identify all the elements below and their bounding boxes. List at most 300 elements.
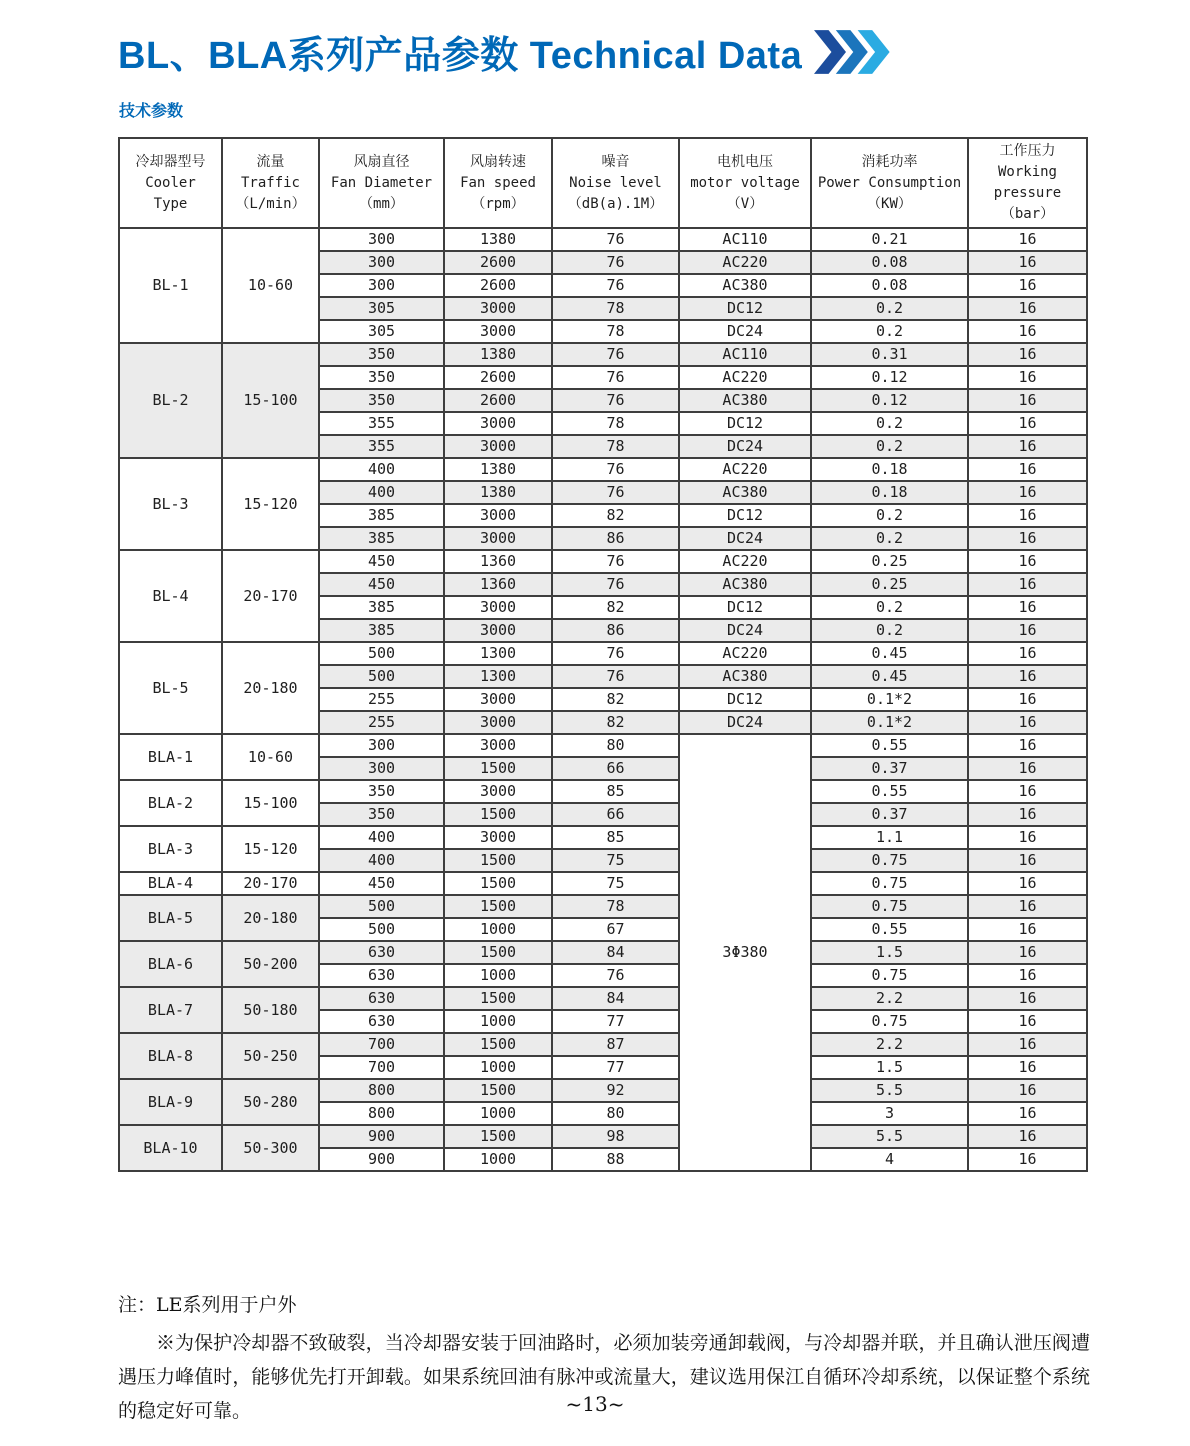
noise-level-cell: 76 xyxy=(552,343,679,366)
working-pressure-cell: 16 xyxy=(968,573,1087,596)
column-header-line: （L/min） xyxy=(235,195,306,212)
traffic-cell: 50-180 xyxy=(222,987,319,1033)
motor-voltage-merged-cell: 3Φ380 xyxy=(679,734,811,1171)
fan-diameter-cell: 450 xyxy=(319,872,444,895)
motor-voltage-cell: DC24 xyxy=(679,619,811,642)
working-pressure-cell: 16 xyxy=(968,596,1087,619)
column-header-line: Power Consumption xyxy=(817,174,962,191)
noise-level-cell: 86 xyxy=(552,527,679,550)
column-header-line: （KW） xyxy=(867,195,912,212)
noise-level-cell: 76 xyxy=(552,251,679,274)
noise-level-cell: 82 xyxy=(552,711,679,734)
cooler-type-cell: BL-4 xyxy=(119,550,222,642)
power-consumption-cell: 0.2 xyxy=(811,527,968,550)
fan-diameter-cell: 400 xyxy=(319,458,444,481)
working-pressure-cell: 16 xyxy=(968,1102,1087,1125)
power-consumption-cell: 0.75 xyxy=(811,895,968,918)
noise-level-cell: 78 xyxy=(552,320,679,343)
noise-level-cell: 98 xyxy=(552,1125,679,1148)
table-row xyxy=(119,550,1087,573)
fan-diameter-cell: 630 xyxy=(319,987,444,1010)
column-header-line: 冷却器型号 xyxy=(135,153,206,170)
noise-level-cell: 85 xyxy=(552,780,679,803)
fan-diameter-cell: 400 xyxy=(319,826,444,849)
working-pressure-cell: 16 xyxy=(968,1033,1087,1056)
noise-level-cell: 80 xyxy=(552,1102,679,1125)
fan-speed-cell: 3000 xyxy=(444,734,552,757)
noise-level-cell: 78 xyxy=(552,435,679,458)
power-consumption-cell: 0.75 xyxy=(811,964,968,987)
column-header-line: 工作压力 xyxy=(999,143,1056,159)
power-consumption-cell: 0.37 xyxy=(811,803,968,826)
fan-speed-cell: 1500 xyxy=(444,987,552,1010)
fan-diameter-cell: 255 xyxy=(319,711,444,734)
working-pressure-cell: 16 xyxy=(968,228,1087,251)
table-header-row xyxy=(119,138,1087,228)
motor-voltage-cell: DC24 xyxy=(679,435,811,458)
fan-diameter-cell: 300 xyxy=(319,734,444,757)
motor-voltage-cell: AC380 xyxy=(679,389,811,412)
power-consumption-cell: 0.18 xyxy=(811,481,968,504)
noise-level-cell: 84 xyxy=(552,987,679,1010)
fan-diameter-cell: 800 xyxy=(319,1102,444,1125)
fan-speed-cell: 2600 xyxy=(444,274,552,297)
fan-diameter-cell: 350 xyxy=(319,366,444,389)
table-row xyxy=(119,228,1087,251)
noise-level-cell: 76 xyxy=(552,665,679,688)
fan-diameter-cell: 300 xyxy=(319,274,444,297)
fan-speed-cell: 3000 xyxy=(444,688,552,711)
fan-speed-cell: 1500 xyxy=(444,941,552,964)
motor-voltage-cell: AC220 xyxy=(679,251,811,274)
cooler-type-cell: BL-5 xyxy=(119,642,222,734)
noise-level-cell: 78 xyxy=(552,895,679,918)
page-title-text: BL、BLA系列产品参数 Technical Data xyxy=(118,35,803,77)
fan-speed-cell: 1000 xyxy=(444,1148,552,1171)
page-title xyxy=(118,24,894,79)
power-consumption-cell: 0.18 xyxy=(811,458,968,481)
noise-level-cell: 78 xyxy=(552,297,679,320)
fan-speed-cell: 1360 xyxy=(444,550,552,573)
fan-diameter-cell: 255 xyxy=(319,688,444,711)
fan-diameter-cell: 400 xyxy=(319,481,444,504)
noise-level-cell: 84 xyxy=(552,941,679,964)
fan-diameter-cell: 300 xyxy=(319,251,444,274)
motor-voltage-cell: AC380 xyxy=(679,665,811,688)
fan-diameter-cell: 400 xyxy=(319,849,444,872)
power-consumption-cell: 0.45 xyxy=(811,642,968,665)
motor-voltage-cell: AC110 xyxy=(679,343,811,366)
power-consumption-cell: 0.2 xyxy=(811,412,968,435)
column-header-line: （dB(a).1M） xyxy=(567,195,664,212)
motor-voltage-cell: DC24 xyxy=(679,527,811,550)
noise-level-cell: 76 xyxy=(552,274,679,297)
power-consumption-cell: 1.5 xyxy=(811,1056,968,1079)
fan-speed-cell: 2600 xyxy=(444,389,552,412)
motor-voltage-cell: AC380 xyxy=(679,274,811,297)
power-consumption-cell: 0.37 xyxy=(811,757,968,780)
noise-level-cell: 76 xyxy=(552,228,679,251)
power-consumption-cell: 0.75 xyxy=(811,1010,968,1033)
power-consumption-cell: 0.12 xyxy=(811,389,968,412)
power-consumption-cell: 1.1 xyxy=(811,826,968,849)
noise-level-cell: 77 xyxy=(552,1010,679,1033)
cooler-type-cell: BLA-9 xyxy=(119,1079,222,1125)
fan-diameter-cell: 385 xyxy=(319,504,444,527)
noise-level-cell: 92 xyxy=(552,1079,679,1102)
traffic-cell: 20-170 xyxy=(222,550,319,642)
noise-level-cell: 66 xyxy=(552,757,679,780)
motor-voltage-cell: AC220 xyxy=(679,366,811,389)
note-text: 注：LE系列用于户外 xyxy=(118,1294,297,1316)
triple-chevron-icon xyxy=(814,30,894,74)
fan-diameter-cell: 350 xyxy=(319,343,444,366)
power-consumption-cell: 2.2 xyxy=(811,987,968,1010)
table-row xyxy=(119,780,1087,803)
fan-diameter-cell: 630 xyxy=(319,1010,444,1033)
noise-level-cell: 66 xyxy=(552,803,679,826)
working-pressure-cell: 16 xyxy=(968,458,1087,481)
fan-diameter-cell: 500 xyxy=(319,642,444,665)
cooler-type-cell: BLA-2 xyxy=(119,780,222,826)
fan-diameter-cell: 700 xyxy=(319,1056,444,1079)
column-header xyxy=(552,138,679,228)
working-pressure-cell: 16 xyxy=(968,964,1087,987)
footnote-text: ※为保护冷却器不致破裂，当冷却器安装于回油路时，必须加装旁通卸载阀，与冷却器并联，并且确认泄压阀遭遇压力峰值时，能够优先打开卸载。如果系统回油有脉冲或流量大，建议选用保江自循环冷却系统，以保证整个系统的稳定好可靠。 xyxy=(118,1332,1090,1422)
fan-diameter-cell: 900 xyxy=(319,1125,444,1148)
fan-diameter-cell: 500 xyxy=(319,665,444,688)
fan-diameter-cell: 300 xyxy=(319,228,444,251)
working-pressure-cell: 16 xyxy=(968,274,1087,297)
column-header-line: Traffic xyxy=(240,174,300,191)
fan-speed-cell: 1500 xyxy=(444,803,552,826)
fan-speed-cell: 3000 xyxy=(444,711,552,734)
table-row xyxy=(119,1079,1087,1102)
working-pressure-cell: 16 xyxy=(968,872,1087,895)
fan-diameter-cell: 300 xyxy=(319,757,444,780)
column-header-line: Fan Diameter xyxy=(330,174,433,191)
fan-speed-cell: 3000 xyxy=(444,320,552,343)
column-header-line: Cooler xyxy=(145,174,196,191)
power-consumption-cell: 0.2 xyxy=(811,435,968,458)
power-consumption-cell: 5.5 xyxy=(811,1079,968,1102)
fan-speed-cell: 3000 xyxy=(444,596,552,619)
traffic-cell: 20-180 xyxy=(222,642,319,734)
noise-level-cell: 86 xyxy=(552,619,679,642)
traffic-cell: 20-170 xyxy=(222,872,319,895)
fan-speed-cell: 2600 xyxy=(444,366,552,389)
motor-voltage-cell: DC12 xyxy=(679,596,811,619)
noise-level-cell: 78 xyxy=(552,412,679,435)
table-header xyxy=(119,138,1087,228)
fan-diameter-cell: 385 xyxy=(319,596,444,619)
working-pressure-cell: 16 xyxy=(968,251,1087,274)
power-consumption-cell: 0.45 xyxy=(811,665,968,688)
power-consumption-cell: 0.2 xyxy=(811,320,968,343)
power-consumption-cell: 0.25 xyxy=(811,550,968,573)
column-header-line: （rpm） xyxy=(471,195,525,212)
table-row xyxy=(119,1033,1087,1056)
working-pressure-cell: 16 xyxy=(968,527,1087,550)
fan-diameter-cell: 800 xyxy=(319,1079,444,1102)
motor-voltage-cell: AC380 xyxy=(679,573,811,596)
fan-diameter-cell: 385 xyxy=(319,527,444,550)
table-row xyxy=(119,826,1087,849)
working-pressure-cell: 16 xyxy=(968,849,1087,872)
table-row xyxy=(119,987,1087,1010)
power-consumption-cell: 0.55 xyxy=(811,780,968,803)
table-row xyxy=(119,941,1087,964)
traffic-cell: 20-180 xyxy=(222,895,319,941)
cooler-type-cell: BLA-8 xyxy=(119,1033,222,1079)
working-pressure-cell: 16 xyxy=(968,481,1087,504)
fan-speed-cell: 1500 xyxy=(444,757,552,780)
noise-level-cell: 76 xyxy=(552,550,679,573)
traffic-cell: 50-300 xyxy=(222,1125,319,1171)
fan-diameter-cell: 450 xyxy=(319,550,444,573)
motor-voltage-cell: DC12 xyxy=(679,504,811,527)
table-row xyxy=(119,734,1087,757)
fan-diameter-cell: 630 xyxy=(319,941,444,964)
power-consumption-cell: 0.31 xyxy=(811,343,968,366)
working-pressure-cell: 16 xyxy=(968,757,1087,780)
working-pressure-cell: 16 xyxy=(968,1056,1087,1079)
column-header-line: pressure xyxy=(993,185,1062,201)
noise-level-cell: 76 xyxy=(552,642,679,665)
fan-diameter-cell: 305 xyxy=(319,320,444,343)
working-pressure-cell: 16 xyxy=(968,619,1087,642)
fan-diameter-cell: 350 xyxy=(319,389,444,412)
noise-level-cell: 77 xyxy=(552,1056,679,1079)
power-consumption-cell: 0.12 xyxy=(811,366,968,389)
fan-diameter-cell: 900 xyxy=(319,1148,444,1171)
motor-voltage-cell: DC12 xyxy=(679,412,811,435)
power-consumption-cell: 4 xyxy=(811,1148,968,1171)
table-row xyxy=(119,343,1087,366)
fan-diameter-cell: 700 xyxy=(319,1033,444,1056)
fan-speed-cell: 1300 xyxy=(444,642,552,665)
power-consumption-cell: 5.5 xyxy=(811,1125,968,1148)
traffic-cell: 15-120 xyxy=(222,458,319,550)
fan-diameter-cell: 350 xyxy=(319,780,444,803)
cooler-type-cell: BL-2 xyxy=(119,343,222,458)
power-consumption-cell: 0.25 xyxy=(811,573,968,596)
working-pressure-cell: 16 xyxy=(968,803,1087,826)
motor-voltage-cell: DC12 xyxy=(679,297,811,320)
column-header-line: （V） xyxy=(726,195,764,212)
power-consumption-cell: 0.75 xyxy=(811,872,968,895)
working-pressure-cell: 16 xyxy=(968,366,1087,389)
fan-speed-cell: 1000 xyxy=(444,964,552,987)
column-header-line: 消耗功率 xyxy=(861,153,918,170)
traffic-cell: 50-200 xyxy=(222,941,319,987)
power-consumption-cell: 0.55 xyxy=(811,918,968,941)
working-pressure-cell: 16 xyxy=(968,826,1087,849)
table-row xyxy=(119,895,1087,918)
cooler-type-cell: BLA-6 xyxy=(119,941,222,987)
column-header xyxy=(811,138,968,228)
noise-level-cell: 82 xyxy=(552,596,679,619)
fan-speed-cell: 3000 xyxy=(444,504,552,527)
column-header-line: （mm） xyxy=(359,195,404,212)
fan-diameter-cell: 305 xyxy=(319,297,444,320)
fan-diameter-cell: 630 xyxy=(319,964,444,987)
noise-level-cell: 80 xyxy=(552,734,679,757)
fan-diameter-cell: 385 xyxy=(319,619,444,642)
column-header xyxy=(679,138,811,228)
cooler-type-cell: BL-3 xyxy=(119,458,222,550)
fan-speed-cell: 3000 xyxy=(444,435,552,458)
fan-speed-cell: 3000 xyxy=(444,527,552,550)
noise-level-cell: 76 xyxy=(552,389,679,412)
working-pressure-cell: 16 xyxy=(968,895,1087,918)
traffic-cell: 50-250 xyxy=(222,1033,319,1079)
column-header-line: 风扇转速 xyxy=(470,153,526,170)
working-pressure-cell: 16 xyxy=(968,688,1087,711)
cooler-type-cell: BL-1 xyxy=(119,228,222,343)
working-pressure-cell: 16 xyxy=(968,1010,1087,1033)
fan-diameter-cell: 355 xyxy=(319,412,444,435)
noise-level-cell: 87 xyxy=(552,1033,679,1056)
traffic-cell: 15-120 xyxy=(222,826,319,872)
fan-speed-cell: 1300 xyxy=(444,665,552,688)
fan-speed-cell: 1500 xyxy=(444,895,552,918)
noise-level-cell: 76 xyxy=(552,366,679,389)
motor-voltage-cell: AC220 xyxy=(679,642,811,665)
power-consumption-cell: 0.75 xyxy=(811,849,968,872)
fan-speed-cell: 1380 xyxy=(444,458,552,481)
traffic-cell: 10-60 xyxy=(222,228,319,343)
working-pressure-cell: 16 xyxy=(968,435,1087,458)
power-consumption-cell: 2.2 xyxy=(811,1033,968,1056)
noise-level-cell: 82 xyxy=(552,688,679,711)
cooler-type-cell: BLA-5 xyxy=(119,895,222,941)
column-header-line: Working xyxy=(997,164,1057,180)
column-header-line: （bar） xyxy=(1000,206,1055,222)
working-pressure-cell: 16 xyxy=(968,1148,1087,1171)
working-pressure-cell: 16 xyxy=(968,550,1087,573)
table-row xyxy=(119,872,1087,895)
column-header-line: 噪音 xyxy=(601,153,630,170)
column-header xyxy=(968,138,1087,228)
power-consumption-cell: 0.21 xyxy=(811,228,968,251)
motor-voltage-cell: AC110 xyxy=(679,228,811,251)
page-number: ~13~ xyxy=(565,1392,625,1416)
noise-level-cell: 88 xyxy=(552,1148,679,1171)
power-consumption-cell: 0.55 xyxy=(811,734,968,757)
fan-speed-cell: 1380 xyxy=(444,228,552,251)
motor-voltage-cell: DC24 xyxy=(679,320,811,343)
noise-level-cell: 76 xyxy=(552,481,679,504)
motor-voltage-cell: AC380 xyxy=(679,481,811,504)
noise-level-cell: 76 xyxy=(552,458,679,481)
noise-level-cell: 76 xyxy=(552,964,679,987)
power-consumption-cell: 0.2 xyxy=(811,504,968,527)
column-header xyxy=(119,138,222,228)
motor-voltage-cell: AC220 xyxy=(679,458,811,481)
fan-speed-cell: 1380 xyxy=(444,343,552,366)
cooler-type-cell: BLA-10 xyxy=(119,1125,222,1171)
working-pressure-cell: 16 xyxy=(968,504,1087,527)
traffic-cell: 10-60 xyxy=(222,734,319,780)
fan-speed-cell: 3000 xyxy=(444,297,552,320)
noise-level-cell: 82 xyxy=(552,504,679,527)
fan-speed-cell: 3000 xyxy=(444,412,552,435)
working-pressure-cell: 16 xyxy=(968,412,1087,435)
table-row xyxy=(119,642,1087,665)
power-consumption-cell: 0.2 xyxy=(811,619,968,642)
working-pressure-cell: 16 xyxy=(968,1079,1087,1102)
power-consumption-cell: 0.2 xyxy=(811,596,968,619)
noise-level-cell: 75 xyxy=(552,849,679,872)
fan-speed-cell: 1500 xyxy=(444,1079,552,1102)
noise-level-cell: 76 xyxy=(552,573,679,596)
fan-speed-cell: 1500 xyxy=(444,872,552,895)
fan-diameter-cell: 355 xyxy=(319,435,444,458)
column-header-line: Type xyxy=(153,195,188,212)
working-pressure-cell: 16 xyxy=(968,734,1087,757)
working-pressure-cell: 16 xyxy=(968,1125,1087,1148)
table-body xyxy=(119,228,1087,1171)
working-pressure-cell: 16 xyxy=(968,389,1087,412)
column-header xyxy=(444,138,552,228)
cooler-type-cell: BLA-4 xyxy=(119,872,222,895)
fan-speed-cell: 1360 xyxy=(444,573,552,596)
column-header-line: Noise level xyxy=(569,174,662,191)
fan-speed-cell: 3000 xyxy=(444,619,552,642)
power-consumption-cell: 1.5 xyxy=(811,941,968,964)
motor-voltage-cell: DC12 xyxy=(679,688,811,711)
working-pressure-cell: 16 xyxy=(968,665,1087,688)
fan-speed-cell: 1500 xyxy=(444,1033,552,1056)
noise-level-cell: 85 xyxy=(552,826,679,849)
working-pressure-cell: 16 xyxy=(968,941,1087,964)
working-pressure-cell: 16 xyxy=(968,320,1087,343)
fan-speed-cell: 1500 xyxy=(444,849,552,872)
cooler-type-cell: BLA-1 xyxy=(119,734,222,780)
power-consumption-cell: 3 xyxy=(811,1102,968,1125)
power-consumption-cell: 0.2 xyxy=(811,297,968,320)
power-consumption-cell: 0.1*2 xyxy=(811,711,968,734)
column-header-line: 流量 xyxy=(256,153,285,170)
column-header-line: 风扇直径 xyxy=(353,153,410,170)
fan-diameter-cell: 450 xyxy=(319,573,444,596)
working-pressure-cell: 16 xyxy=(968,780,1087,803)
fan-speed-cell: 2600 xyxy=(444,251,552,274)
fan-speed-cell: 1000 xyxy=(444,1010,552,1033)
power-consumption-cell: 0.08 xyxy=(811,274,968,297)
working-pressure-cell: 16 xyxy=(968,297,1087,320)
working-pressure-cell: 16 xyxy=(968,918,1087,941)
column-header xyxy=(222,138,319,228)
cooler-type-cell: BLA-3 xyxy=(119,826,222,872)
table-row xyxy=(119,458,1087,481)
traffic-cell: 15-100 xyxy=(222,343,319,458)
fan-speed-cell: 1380 xyxy=(444,481,552,504)
fan-diameter-cell: 500 xyxy=(319,918,444,941)
fan-speed-cell: 1000 xyxy=(444,1102,552,1125)
column-header-line: motor voltage xyxy=(690,174,800,191)
fan-speed-cell: 3000 xyxy=(444,780,552,803)
traffic-cell: 50-280 xyxy=(222,1079,319,1125)
fan-diameter-cell: 500 xyxy=(319,895,444,918)
column-header-line: Fan speed xyxy=(460,174,536,191)
technical-data-table xyxy=(118,137,1088,1172)
fan-speed-cell: 1500 xyxy=(444,1125,552,1148)
column-header xyxy=(319,138,444,228)
noise-level-cell: 75 xyxy=(552,872,679,895)
noise-level-cell: 67 xyxy=(552,918,679,941)
